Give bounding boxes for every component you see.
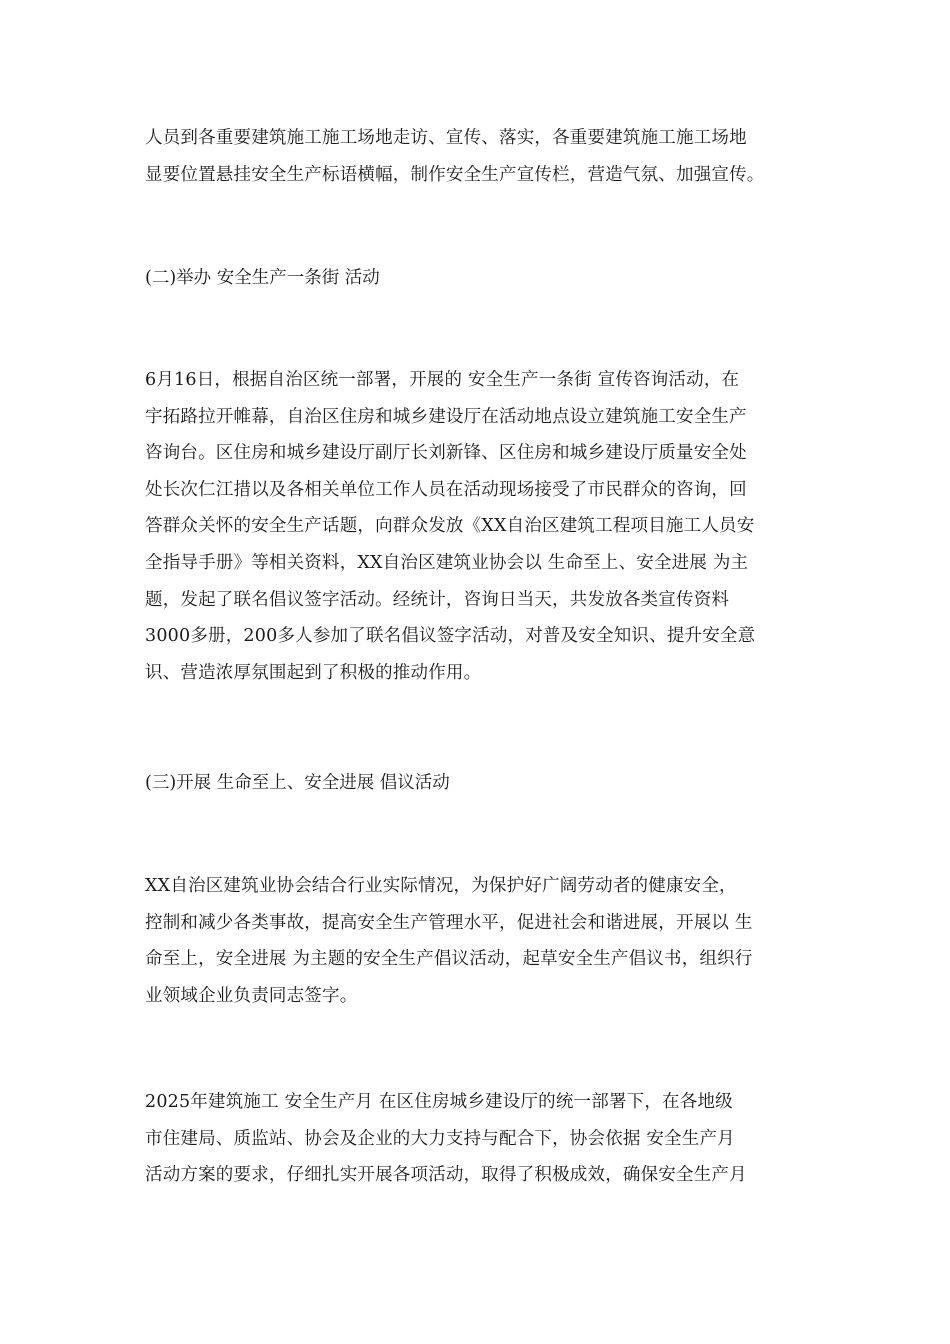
section-heading-safety-street: (二)举办 安全生产一条街 活动 [145,268,380,288]
text-line: 题，发起了联名倡议签字活动。经统计，咨询日当天，共发放各类宣传资料 [145,589,730,610]
text-line: 识、营造浓厚氛围起到了积极的推动作用。 [145,662,482,683]
text-line: 咨询台。区住房和城乡建设厅副厅长刘新锋、区住房和城乡建设厅质量安全处 [145,443,747,464]
paragraph-safety-month [145,1084,810,1194]
text-line: 6月16日，根据自治区统一部署，开展的 安全生产一条街 宣传咨询活动，在 [145,370,740,390]
text-line: 宇拓路拉开帷幕，自治区住房和城乡建设厅在活动地点设立建筑施工安全生产 [145,406,747,427]
text-line: 2025年建筑施工 安全生产月 在区住房城乡建设厅的统一部署下，在各地级 [145,1092,733,1112]
paragraph-initiative [145,868,810,1014]
text-line: 答群众关怀的安全生产话题，向群众发放《XX自治区建筑工程项目施工人员安 [145,516,755,537]
text-line: 活动方案的要求，仔细扎实开展各项活动，取得了积极成效，确保安全生产月 [145,1165,747,1186]
text-line: 3000多册，200多人参加了联名倡议签字活动，对普及安全知识、提升安全意 [145,626,756,647]
text-line: 全指导手册》等相关资料，XX自治区建筑业协会以 生命至上、安全进展 为主 [145,552,749,573]
paragraph-safety-street [145,362,810,691]
section-heading-initiative: (三)开展 生命至上、安全进展 倡议活动 [145,773,450,793]
text-line: 人员到各重要建筑施工施工场地走访、宣传、落实，各重要建筑施工施工场地 [145,128,747,148]
text-line: 处长次仁江措以及各相关单位工作人员在活动现场接受了市民群众的咨询，回 [145,479,747,500]
paragraph-site-visits [145,120,810,193]
text-line: 市住建局、质监站、协会及企业的大力支持与配合下，协会依据 安全生产月 [145,1128,735,1149]
text-line: 业领域企业负责同志签字。 [145,985,358,1006]
text-line: 显要位置悬挂安全生产标语横幅，制作安全生产宣传栏，营造气氛、加强宣传。 [145,164,765,185]
text-line: XX自治区建筑业协会结合行业实际情况，为保护好广阔劳动者的健康安全， [145,876,737,896]
text-line: 控制和减少各类事故，提高安全生产管理水平，促进社会和谐进展，开展以 生 [145,912,753,933]
text-line: 命至上，安全进展 为主题的安全生产倡议活动，起草安全生产倡议书，组织行 [145,949,753,970]
